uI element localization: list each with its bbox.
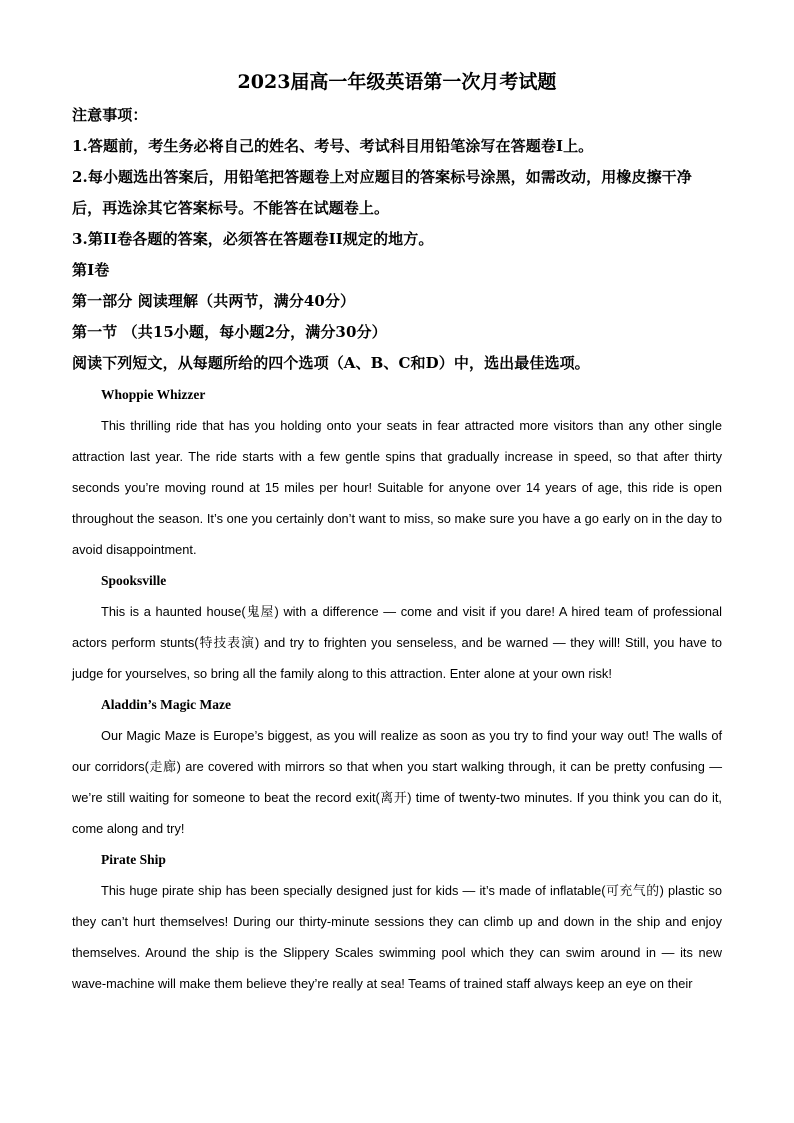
passage-heading-magic-maze: Aladdin’s Magic Maze <box>101 697 231 712</box>
subsection-heading: 第一节 （共15小题，每小题2分，满分30分） <box>72 323 387 341</box>
part-heading: 第一部分 阅读理解（共两节，满分40分） <box>72 292 356 310</box>
exam-title: 2023届高一年级英语第一次月考试题 <box>237 71 557 93</box>
passage-text-magic-maze: Our Magic Maze is Europe’s biggest, as you will realize as soon as you try to find your way out! The walls of our corridors(走廊) are covered with mirrors so that when you start walking through, it can be pretty confusing — we’re still waiting for someone to beat the record exit(离开) time of twenty-two minutes. If you think you can do it, come along and try! <box>72 728 722 836</box>
notice-item-1: 1.答题前，考生务必将自己的姓名、考号、考试科目用铅笔涂写在答题卷I上。 <box>72 137 594 155</box>
passage-text-whoppie-whizzer: This thrilling ride that has you holding onto your seats in fear attracted more visitors than any other single attraction last year. The ride starts with a few gentle spins that gradually increase in speed, so that after thirty seconds you’re moving round at 15 miles per hour! Suitable for anyone over 14 years of age, this ride is open throughout the season. It’s one you certainly don’t want to miss, so make sure you have a go early on in the day to avoid disappointment. <box>72 418 722 557</box>
passage-heading-spooksville: Spooksville <box>101 573 167 588</box>
notice-heading: 注意事项： <box>72 106 148 124</box>
passage-heading-pirate-ship: Pirate Ship <box>101 852 166 867</box>
passage-text-spooksville: This is a haunted house(鬼屋) with a difference — come and visit if you dare! A hired team of professional actors perform stunts(特技表演) and try to frighten you senseless, and be warned — they will! Still, you have to judge for yourselves, so bring all the family along to this attraction. Enter alone at your own risk! <box>72 604 722 681</box>
exam-page <box>72 68 722 999</box>
reading-instruction: 阅读下列短文，从每题所给的四个选项（A、B、C和D）中，选出最佳选项。 <box>72 354 590 372</box>
notice-item-3: 3.第II卷各题的答案，必须答在答题卷II规定的地方。 <box>72 230 434 248</box>
notice-item-2: 2.每小题选出答案后，用铅笔把答题卷上对应题目的答案标号涂黑，如需改动，用橡皮擦干净后，再选涂其它答案标号。不能答在试题卷上。 <box>72 168 692 217</box>
volume-label: 第I卷 <box>72 261 110 279</box>
passage-text-pirate-ship: This huge pirate ship has been specially designed just for kids — it’s made of inflatable(可充气的) plastic so they can’t hurt themselves! During our thirty-minute sessions they can climb up and down in the ship and enjoy themselves. Around the ship is the Slippery Scales swimming pool which they can swim around in — its new wave-machine will make them believe they’re really at sea! Teams of trained staff always keep an eye on their <box>72 883 722 991</box>
passage-heading-whoppie-whizzer: Whoppie Whizzer <box>101 387 206 402</box>
